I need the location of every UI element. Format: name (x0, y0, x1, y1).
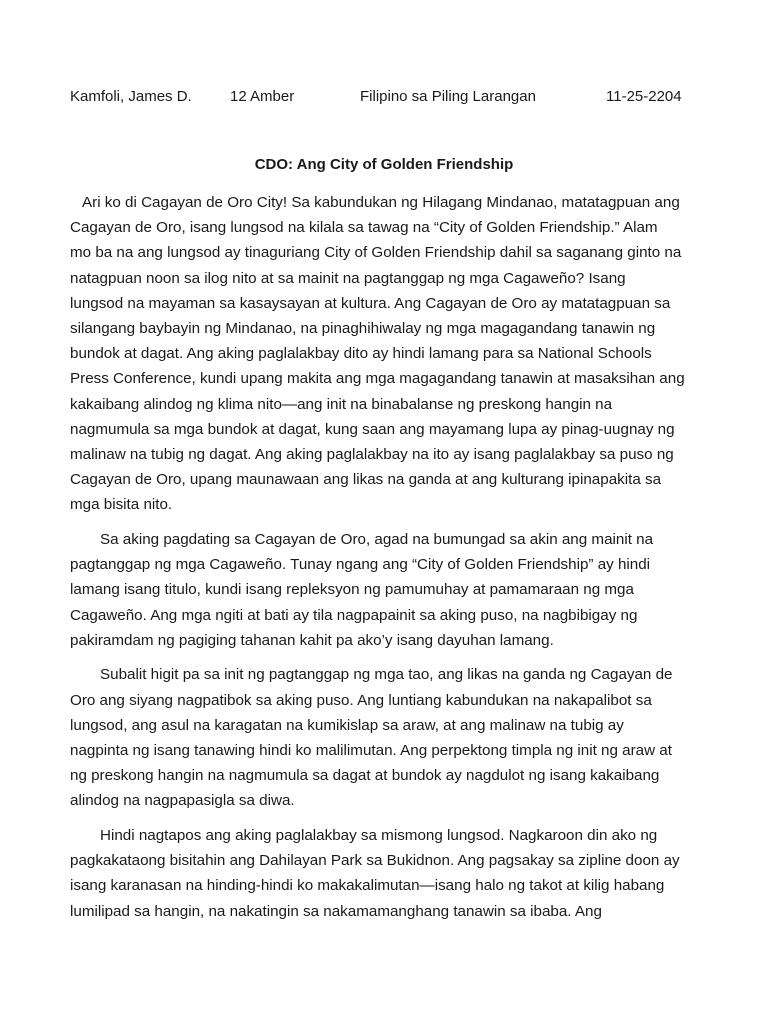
text-line: pagkakataong bisitahin ang Dahilayan Park sa Bukidnon. Ang pagsakay sa zipline doon ay (70, 852, 680, 870)
paragraph-2 (70, 527, 700, 653)
essay-title: CDO: Ang City of Golden Friendship (254, 156, 514, 173)
text-line: Press Conference, kundi upang makita ang mga magagandang tanawin at masaksihan ang (70, 370, 685, 388)
text-line: Subalit higit pa sa init ng pagtanggap ng mga tao, ang likas na ganda ng Cagayan de (100, 666, 673, 684)
paragraph-4 (70, 823, 700, 924)
text-line: nagmumula sa mga bundok at dagat, kung saan ang mayamang lupa ay pinag-uugnay ng (70, 420, 675, 438)
text-line: pagtanggap ng mga Cagaweño. Tunay ngang ang “City of Golden Friendship” ay hindi (70, 556, 651, 574)
paragraph-1 (70, 190, 700, 517)
text-line: bundok at dagat. Ang aking paglalakbay dito ay hindi lamang para sa National Schools (70, 345, 652, 363)
paragraph-gap (70, 517, 700, 527)
text-line: kakaibang alindog ng klima nito—ang init na binabalanse ng preskong hangin na (70, 395, 613, 413)
text-line: nagpinta ng isang tanawing hindi ko malilimutan. Ang perpektong timpla ng init ng araw at (70, 741, 672, 759)
text-line: malinaw na tubig ng dagat. Ang aking paglalakbay na ito ay isang paglalakbay sa puso ng (70, 445, 674, 463)
text-line: Oro ang siyang nagpatibok sa aking puso. Ang luntiang kabundukan na nakapalibot sa (70, 691, 652, 709)
text-line: pakiramdam ng pagiging tahanan kahit pa ako’y isang dayuhan lamang. (70, 631, 554, 649)
text-line: silangang baybayin ng Mindanao, na pinaghihiwalay ng mga magagandang tanawin ng (70, 319, 656, 337)
paragraph-gap (70, 814, 700, 824)
text-line: mga bisita nito. (70, 496, 173, 514)
paragraph-3 (70, 662, 700, 813)
text-line: natagpuan noon sa ilog nito at sa mainit na pagtanggap ng mga Cagaweño? Isang (70, 269, 626, 287)
text-line: Sa aking pagdating sa Cagayan de Oro, agad na bumungad sa akin ang mainit na (100, 530, 654, 548)
text-line: lumilipad sa hangin, na nakatingin sa nakamamanghang tanawin sa ibaba. Ang (70, 902, 602, 920)
paragraph-gap (70, 653, 700, 663)
subject-name: Filipino sa Piling Larangan (360, 88, 536, 105)
student-section: 12 Amber (230, 88, 295, 105)
text-line: lungsod, ang asul na karagatan na kumikislap sa araw, at ang malinaw na tubig ay (70, 716, 624, 734)
text-line: lamang isang titulo, kundi isang repleksyon ng pamumuhay at pamamaraan ng mga (70, 581, 634, 599)
document-header (0, 87, 768, 107)
text-line: Ari ko di Cagayan de Oro City! Sa kabundukan ng Hilagang Mindanao, matatagpuan ang (82, 194, 680, 211)
text-line: alindog na nagpapasigla sa diwa. (70, 792, 295, 810)
text-line: isang karanasan na hinding-hindi ko makakalimutan—isang halo ng takot at kilig habang (70, 877, 665, 895)
text-line: lungsod na mayaman sa kasaysayan at kultura. Ang Cagayan de Oro ay matatagpuan sa (70, 294, 671, 312)
text-line: Cagaweño. Ang mga ngiti at bati ay tila nagpapainit sa aking puso, na nagbibigay ng (70, 606, 638, 624)
text-line: mo ba na ang lungsod ay tinaguriang City of Golden Friendship dahil sa saganang ginto na (70, 244, 682, 262)
essay-body (70, 190, 700, 924)
text-line: Cagayan de Oro, isang lungsod na kilala sa tawag na “City of Golden Friendship.” Alam (70, 219, 658, 237)
text-line: Cagayan de Oro, upang maunawaan ang likas na ganda at ang kulturang ipinapakita sa (70, 471, 662, 489)
text-line: ng preskong hangin na nagmumula sa dagat at bundok ay nagdulot ng isang kakaibang (70, 767, 660, 785)
student-name: Kamfoli, James D. (70, 88, 192, 105)
document-date: 11-25-2204 (606, 88, 682, 105)
text-line: Hindi nagtapos ang aking paglalakbay sa mismong lungsod. Nagkaroon din ako ng (100, 827, 658, 844)
